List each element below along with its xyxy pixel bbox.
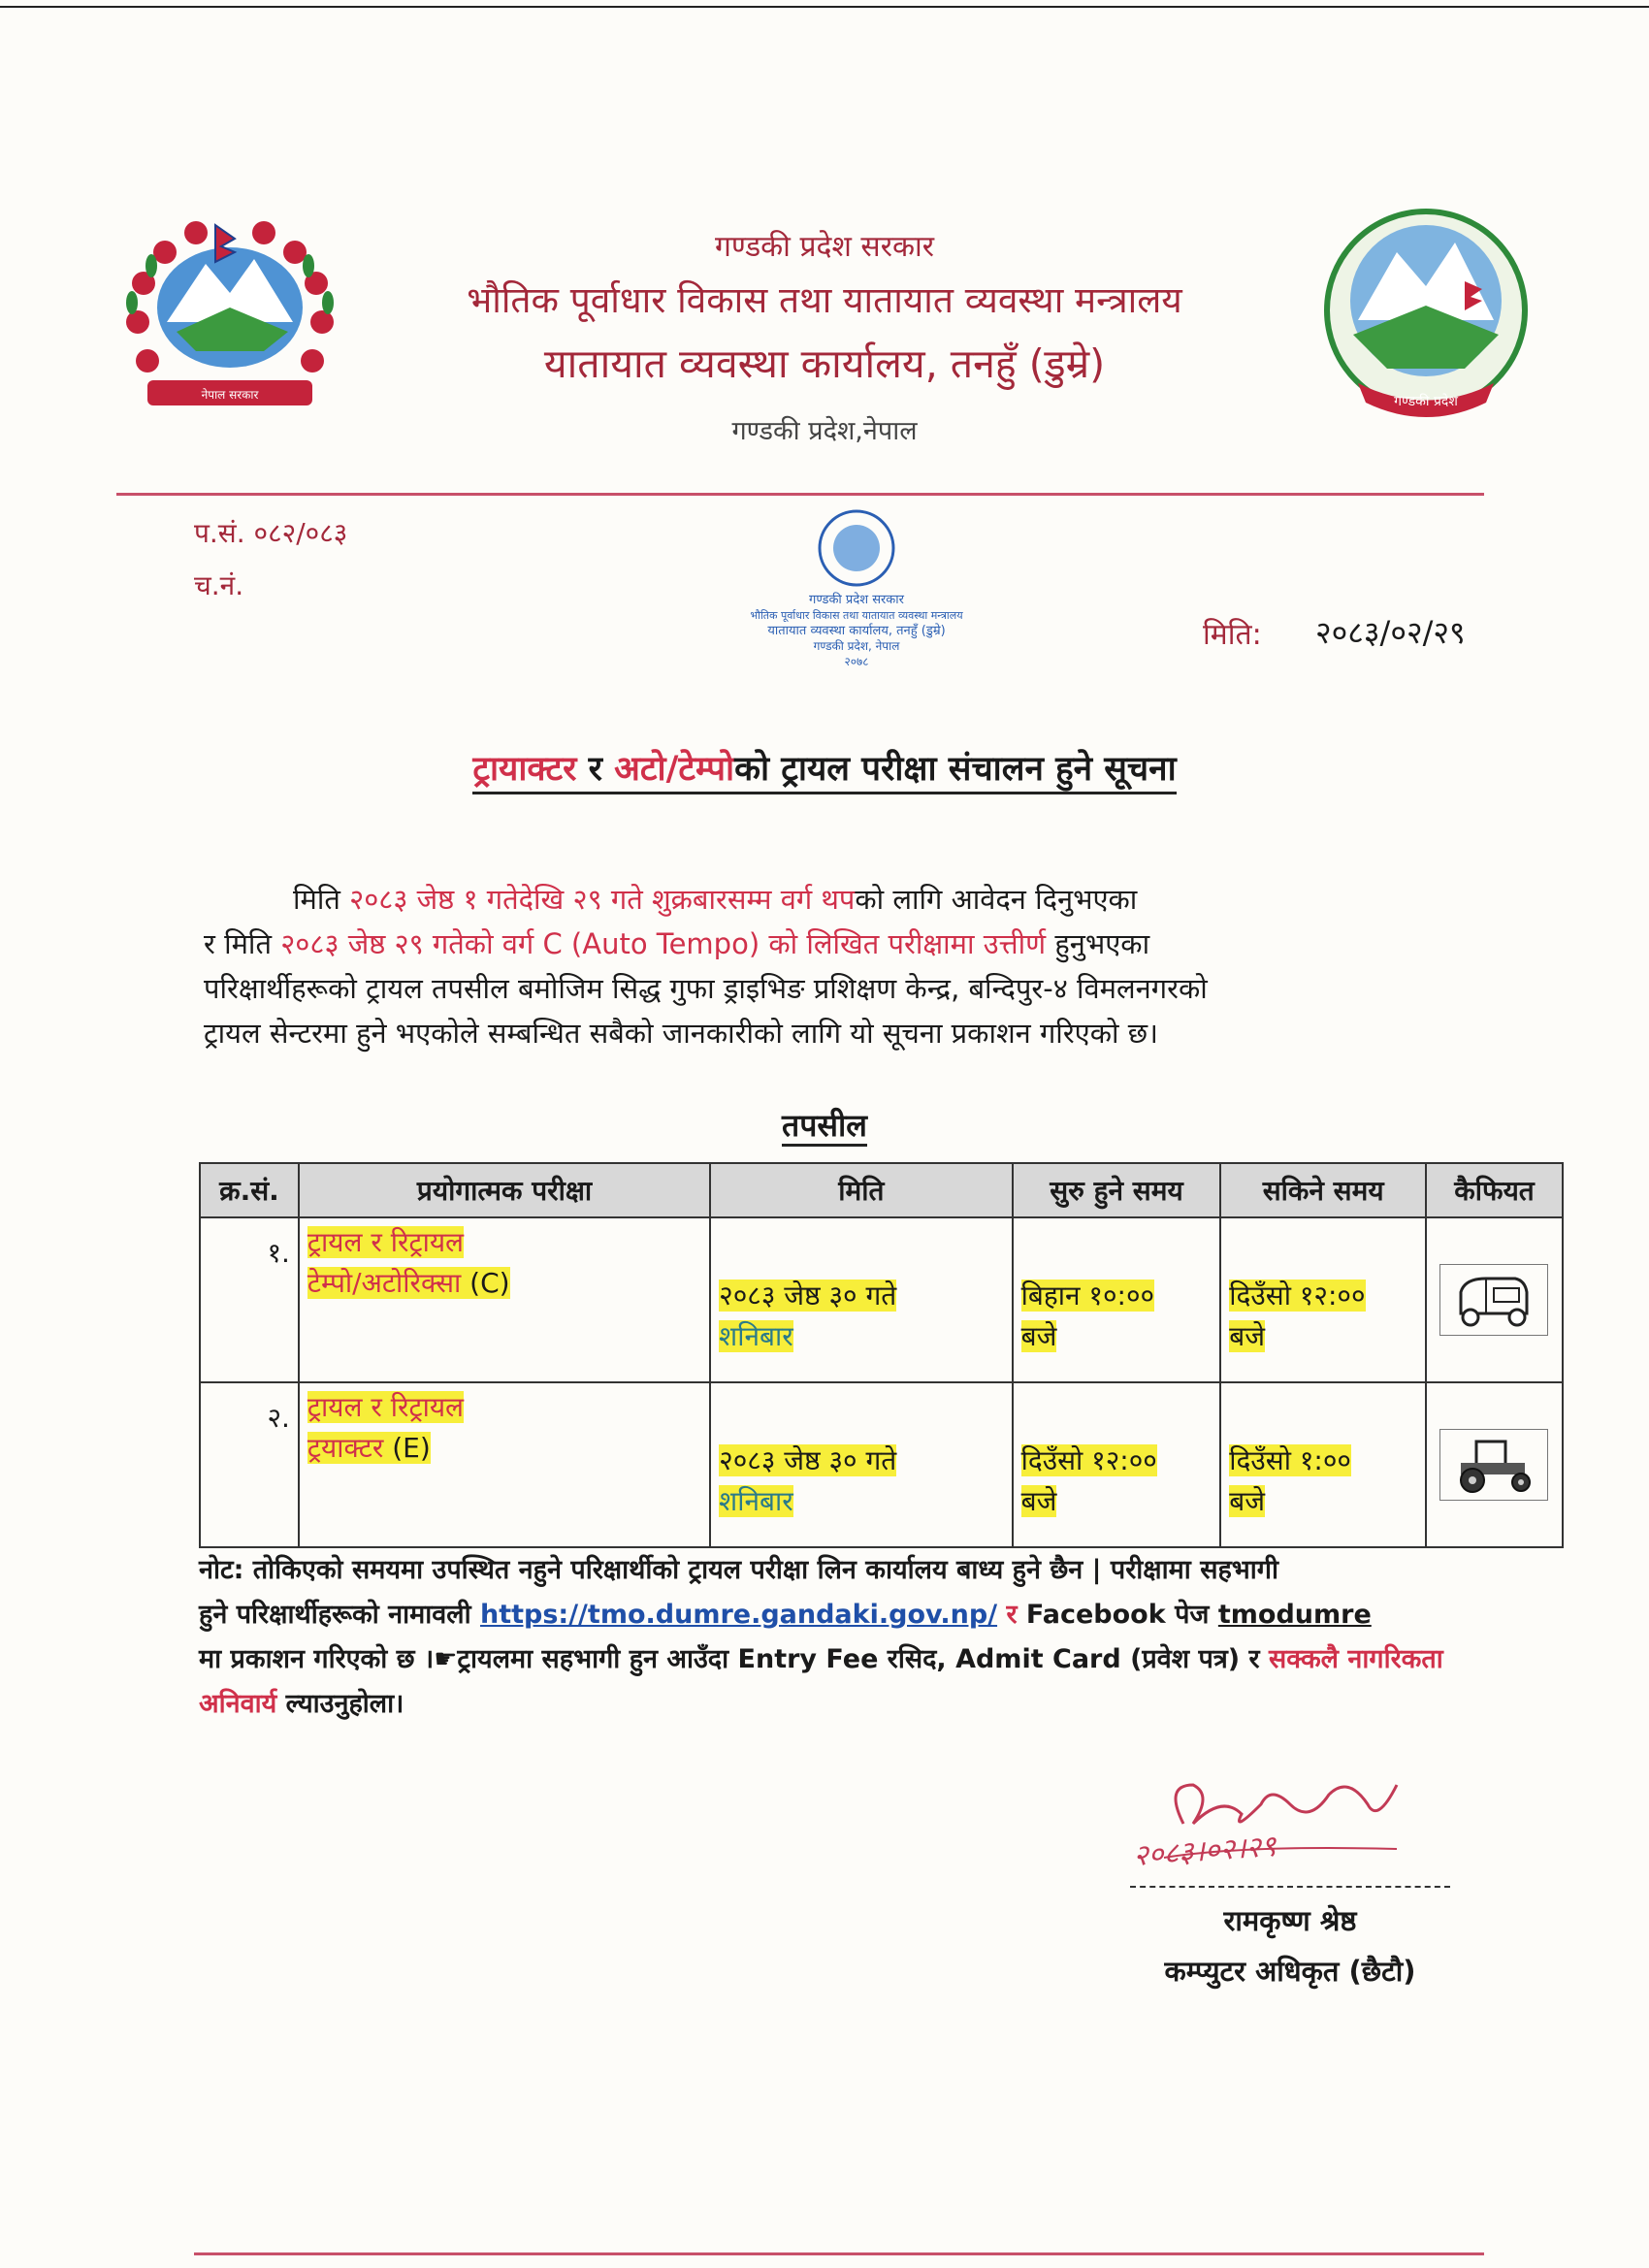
row-start-time — [1013, 1217, 1221, 1382]
header-ministry: भौतिक पूर्वाधार विकास तथा यातायात व्यवस्था मन्त्रालय — [467, 279, 1182, 321]
body-line-4: ट्रायल सेन्टरमा हुने भएकोले सम्बन्धित सबैको जानकारीको लागि यो सूचना प्रकाशन गरिएको छ। — [204, 1017, 1159, 1050]
test-line-2-a: ट्रयाक्टर — [307, 1432, 384, 1464]
test-line-2-a: टेम्पो/अटोरिक्सा — [307, 1267, 462, 1299]
notice-body — [204, 877, 1523, 1055]
notice-title — [0, 745, 1649, 791]
title-auto-tempo: अटो/टेम्पो — [614, 750, 734, 794]
date-label: मिति: — [1203, 618, 1262, 652]
footer-divider — [194, 2252, 1484, 2255]
note-line-2 — [199, 1593, 1557, 1637]
website-link[interactable]: https://tmo.dumre.gandaki.gov.np/ — [479, 1600, 998, 1630]
table-row — [200, 1382, 1563, 1547]
table-header-row — [200, 1163, 1563, 1217]
stamp-line-5: २०७८ — [844, 655, 869, 668]
row-end-time — [1220, 1382, 1426, 1547]
body-l1-a: मिति — [293, 883, 350, 916]
ref-label: प.सं. — [194, 517, 245, 549]
stamp-emblem-icon — [833, 525, 880, 571]
row-start-time — [1013, 1382, 1221, 1547]
header-government: गण्डकी प्रदेश सरकार — [714, 230, 935, 264]
dispatch-number: च.नं. — [194, 569, 244, 601]
signature-line — [1130, 1886, 1450, 1888]
body-line-2 — [204, 922, 1523, 966]
signatory-name: रामकृष्ण श्रेष्ठ — [1223, 1904, 1357, 1937]
stamp-line-3: यातायात व्यवस्था कार्यालय, तनहुँ (डुम्रे) — [767, 624, 946, 638]
start-line-2: बजे — [1020, 1485, 1057, 1517]
table-row — [200, 1217, 1563, 1382]
date-line-1: २०८३ जेष्ठ ३० गते — [719, 1280, 897, 1312]
body-line-3: परिक्षार्थीहरूको ट्रायल तपसील बमोजिम सिद्ध गुफा ड्राइभिङ प्रशिक्षण केन्द्र, बन्दिपुर-४ विमलनगरको — [204, 972, 1208, 1005]
note-line-4 — [199, 1682, 1557, 1727]
top-border — [0, 6, 1649, 8]
end-line-1: दिउँसो १२:०० — [1229, 1280, 1366, 1312]
note-l4-a: अनिवार्य — [199, 1689, 277, 1719]
date-value: २०८३/०२/२९ — [1315, 614, 1466, 651]
signed-date: २०८३।०२।२९ — [1132, 1829, 1277, 1874]
col-remarks: कैफियत — [1426, 1163, 1563, 1217]
body-l2-b: २०८३ जेष्ठ २९ गतेको वर्ग C (Auto Tempo) को लिखित परीक्षामा उत्तीर्ण — [280, 927, 1047, 960]
office-stamp — [726, 495, 987, 689]
row-remarks — [1426, 1217, 1563, 1382]
ref-value: ०८२/०८३ — [253, 517, 348, 549]
row-date — [710, 1217, 1012, 1382]
header-address: गण्डकी प्रदेश,नेपाल — [731, 416, 918, 446]
row-serial: १. — [200, 1217, 299, 1382]
body-l2-a: र मिति — [204, 927, 281, 960]
row-serial: २. — [200, 1382, 299, 1547]
title-tractor: ट्रायाक्टर — [472, 750, 576, 794]
facebook-page-name: tmodumre — [1217, 1600, 1372, 1630]
note-l2-b: र — [997, 1600, 1026, 1630]
title-rest: को ट्रायल परीक्षा संचालन हुने सूचना — [734, 750, 1177, 794]
test-line-1: ट्रायल र रिट्रायल — [307, 1391, 465, 1423]
right-logo-text: गण्डकी प्रदेश — [1394, 394, 1458, 409]
auto-rickshaw-icon — [1439, 1264, 1548, 1336]
body-l1-c: को लागि आवेदन दिनुभएका — [855, 883, 1138, 916]
end-line-2: बजे — [1229, 1320, 1266, 1352]
start-line-1: बिहान १०:०० — [1020, 1280, 1155, 1312]
header-office: यातायात व्यवस्था कार्यालय, तनहुँ (डुम्रे) — [543, 340, 1106, 387]
stamp-line-2: भौतिक पूर्वाधार विकास तथा यातायात व्यवस्था मन्त्रालय — [750, 609, 963, 622]
start-line-2: बजे — [1020, 1320, 1057, 1352]
col-date: मिति — [710, 1163, 1012, 1217]
date-line-1: २०८३ जेष्ठ ३० गते — [719, 1444, 897, 1476]
note-l4-b: ल्याउनुहोला। — [276, 1689, 404, 1719]
note-l2-c: Facebook पेज — [1025, 1600, 1218, 1630]
reference-number — [194, 514, 347, 551]
date-line-2: शनिबार — [719, 1485, 793, 1517]
col-start-time: सुरु हुने समय — [1013, 1163, 1221, 1217]
note-l3-b: सक्कलै नागरिकता — [1268, 1644, 1443, 1674]
title-and: र — [576, 750, 614, 794]
note-l2-a: हुने परिक्षार्थीहरूको नामावली — [199, 1600, 480, 1630]
start-line-1: दिउँसो १२:०० — [1020, 1444, 1157, 1476]
stamp-line-4: गण्डकी प्रदेश, नेपाल — [813, 639, 900, 653]
note-line-1: नोट: तोकिएको समयमा उपस्थित नहुने परिक्षार्थीको ट्रायल परीक्षा लिन कार्यालय बाध्य हुने छैन | परीक्षामा सहभागी — [199, 1555, 1278, 1585]
schedule-table — [199, 1162, 1564, 1548]
body-line-1 — [204, 877, 1523, 922]
test-line-2-b: (C) — [461, 1267, 510, 1299]
body-l2-c: हुनुभएका — [1046, 927, 1150, 960]
row-end-time — [1220, 1217, 1426, 1382]
body-l1-b: २०८३ जेष्ठ १ गतेदेखि २९ गते शुक्रबारसम्म वर्ग थप — [349, 883, 856, 916]
test-line-2-b: (E) — [383, 1432, 431, 1464]
end-line-2: बजे — [1229, 1485, 1266, 1517]
end-line-1: दिउँसो १:०० — [1229, 1444, 1351, 1476]
table-heading-text: तपसील — [782, 1107, 867, 1147]
note-l3-a: मा प्रकाशन गरिएको छ ।☛ट्रायलमा सहभागी हुन आउँदा Entry Fee रसिद, Admit Card (प्रवेश पत्र) र — [199, 1644, 1269, 1674]
row-test — [299, 1217, 710, 1382]
table-heading — [0, 1104, 1649, 1146]
row-remarks — [1426, 1382, 1563, 1547]
col-serial: क्र.सं. — [200, 1163, 299, 1217]
note-line-3 — [199, 1637, 1557, 1682]
signatory-designation: कम्प्युटर अधिकृत (छैटौ) — [1164, 1955, 1416, 1988]
tractor-icon — [1439, 1429, 1548, 1501]
test-line-1: ट्रायल र रिट्रायल — [307, 1226, 465, 1258]
col-end-time: सकिने समय — [1220, 1163, 1426, 1217]
date-line-2: शनिबार — [719, 1320, 793, 1352]
col-test: प्रयोगात्मक परीक्षा — [299, 1163, 710, 1217]
emblem-text: नेपाल सरकार — [201, 388, 259, 402]
row-test — [299, 1382, 710, 1547]
stamp-line-1: गण्डकी प्रदेश सरकार — [809, 593, 904, 607]
footer-note — [199, 1548, 1557, 1727]
row-date — [710, 1382, 1012, 1547]
